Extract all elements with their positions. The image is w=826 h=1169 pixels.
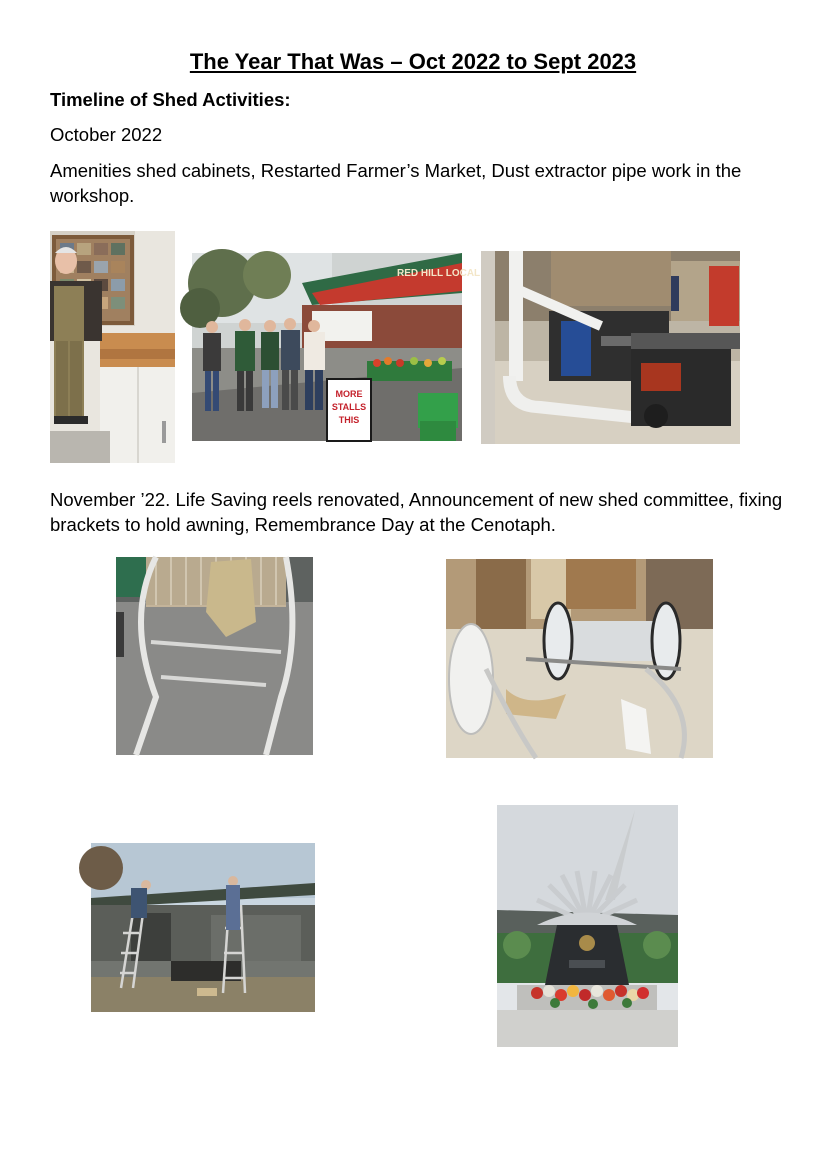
november-description: November ’22. Life Saving reels renovated, Announcement of new shed committee, fixing brackets to hold awning, Remembrance Day at the Cenotaph. bbox=[50, 489, 783, 535]
photo-cenotaph-remembrance-day bbox=[497, 805, 678, 1047]
market-banner-text: RED HILL LOCAL bbox=[397, 268, 481, 279]
october-description: Amenities shed cabinets, Restarted Farmer’s Market, Dust extractor pipe work in the workshop. bbox=[50, 160, 742, 206]
market-sign-line-2: STALLS bbox=[331, 402, 367, 412]
month-label-october: October 2022 bbox=[50, 124, 163, 145]
photo-renovated-reel bbox=[446, 559, 713, 758]
photo-amenities-cabinets bbox=[50, 231, 175, 463]
photo-life-saving-reel-rope bbox=[116, 557, 313, 755]
section-heading: Timeline of Shed Activities: bbox=[50, 89, 291, 110]
market-sign-line-1: MORE bbox=[335, 389, 363, 399]
photo-awning-brackets bbox=[91, 843, 315, 1012]
page-title: The Year That Was – Oct 2022 to Sept 2023 bbox=[189, 49, 637, 74]
photo-dust-extractor bbox=[481, 251, 740, 444]
market-sign-line-3: THIS bbox=[338, 415, 360, 425]
photo-farmers-market bbox=[192, 253, 481, 441]
